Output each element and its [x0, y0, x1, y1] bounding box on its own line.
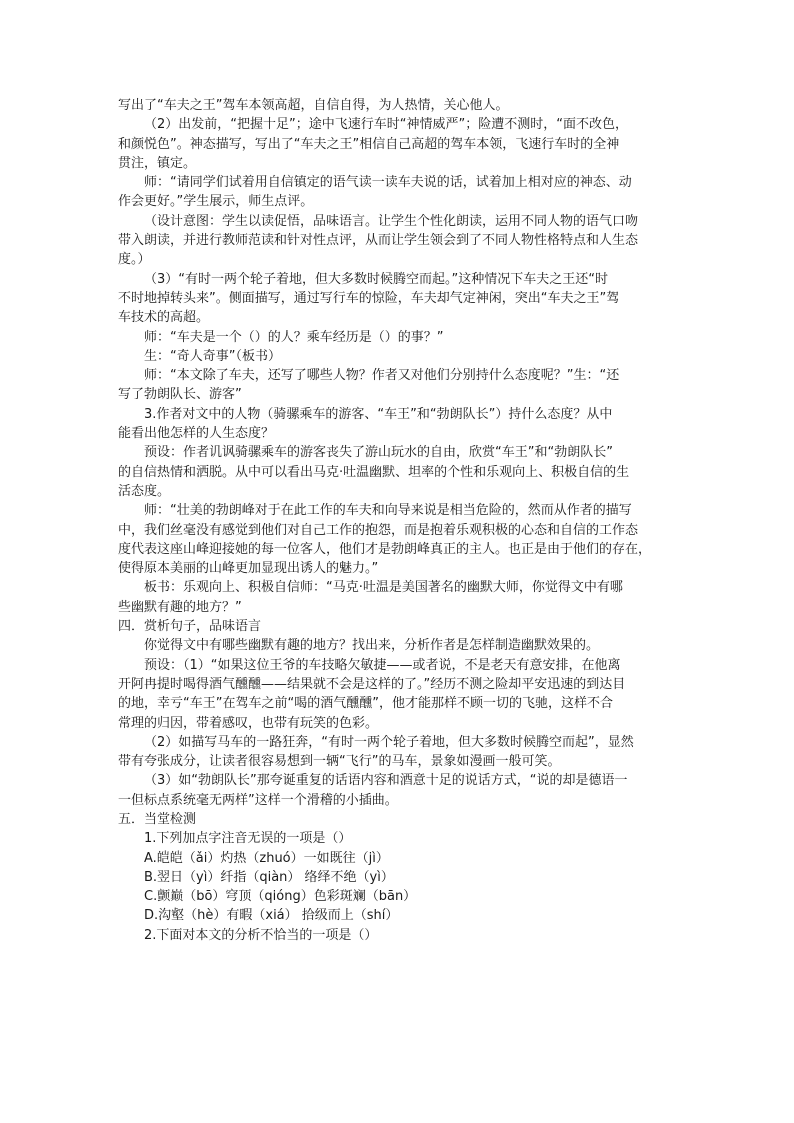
text-line: 和颜悦色”。神态描写，写出了“车夫之王”相信自己高超的驾车本领，飞速行车时的全神 [118, 136, 620, 152]
text-line: 开阿冉提时喝得酒气醺醺——结果就不会是这样的了。”经历不测之险却平安迅速的到达目 [118, 676, 626, 692]
text-line: 五．当堂检测 [118, 811, 197, 827]
text-line: 带入朗读，并进行教师范读和针对性点评，从而让学生领会到了不同人物性格特点和人生态 [118, 233, 639, 249]
text-line: 使得原本美丽的山峰更加显现出诱人的魅力。” [118, 561, 379, 577]
text-line: 能看出他怎样的人生态度？ [118, 426, 275, 442]
text-line: 带有夸张成分，让读者很容易想到一辆“飞行”的马车，景象如漫画一般可笑。 [118, 754, 561, 770]
text-line: （2）出发前，“把握十足”；途中飞速行车时“神情威严”；险遭不测时，“面不改色， [144, 117, 628, 133]
text-line: 的自信热情和洒脱。从中可以看出马克·吐温幽默、坦率的个性和乐观向上、积极自信的生 [118, 464, 630, 480]
text-line: 预设：作者讥讽骑骡乘车的游客丧失了游山玩水的自由，欣赏“车王”和“勃朗队长” [144, 445, 613, 461]
text-line: 师：“请同学们试着用自信镇定的语气读一读车夫说的话，试着加上相对应的神态、动 [144, 175, 632, 191]
text-line: 活态度。 [118, 483, 171, 499]
text-line: 作会更好。”学生展示，师生点评。 [118, 194, 314, 210]
text-line: 车技术的高超。 [118, 310, 210, 326]
text-line: 板书：乐观向上、积极自信师：“马克·吐温是美国著名的幽默大师，你觉得文中有哪 [144, 580, 623, 596]
text-line: 2.下面对本文的分析不恰当的一项是（） [144, 927, 378, 943]
text-line: A.皑皑（ǎi）灼热（zhuó）一如既往（jì） [144, 850, 389, 866]
text-line: （3）如“勃朗队长”那夸诞重复的话语内容和酒意十足的说话方式，“说的却是德语一 [144, 773, 628, 789]
text-line: （设计意图：学生以读促悟，品味语言。让学生个性化朗读，运用不同人物的语气口吻 [144, 213, 639, 229]
text-line: 四．赏析句子，品味语言 [118, 619, 262, 635]
text-line: 贯注，镇定。 [118, 155, 197, 171]
text-line: 师：“本文除了车夫，还写了哪些人物？作者又对他们分别持什么态度呢？”生：“还 [144, 368, 620, 384]
text-line: 预设：（1）“如果这位王爷的车技略欠敏捷——或者说，不是老天有意安排，在他离 [144, 657, 621, 673]
document-page [118, 96, 678, 945]
text-line: 写出了“车夫之王”驾车本领高超，自信自得，为人热情，关心他人。 [118, 98, 509, 113]
text-line: 些幽默有趣的地方？” [118, 599, 242, 615]
text-line: 你觉得文中有哪些幽默有趣的地方？找出来，分析作者是怎样制造幽默效果的。 [144, 638, 600, 654]
text-line: 写了勃朗队长、游客” [118, 387, 242, 403]
text-line: 3.作者对文中的人物（骑骡乘车的游客、“车王”和“勃朗队长”）持什么态度？从中 [144, 406, 613, 422]
text-line: B.翌日（yì）纤指（qiàn） 络绎不绝（yì） [144, 869, 394, 885]
text-line: D.沟壑（hè）有暇（xiá） 拾级而上（shí） [144, 908, 399, 924]
text-line: 师：“车夫是一个（）的人？乘车经历是（）的事？” [144, 329, 444, 345]
text-line: 一但标点系统毫无两样”这样一个滑稽的小插曲。 [118, 792, 398, 808]
text-line: 生：“奇人奇事”（板书） [144, 348, 281, 364]
text-line: 不时地掉转头来”。侧面描写，通过写行车的惊险，车夫却气定神闲，突出“车夫之王”驾 [118, 290, 620, 306]
text-line: 1.下列加点字注音无误的一项是（） [144, 831, 352, 847]
text-line: 度代表这座山峰迎接她的每一位客人，他们才是勃朗峰真正的主人。也正是由于他们的存在， [118, 541, 652, 557]
text-line: 的地，幸亏“车王”在驾车之前“喝的酒气醺醺”，他才能那样不顾一切的飞驰，这样不合 [118, 696, 613, 712]
text-line: 中，我们丝毫没有感觉到他们对自己工作的抱怨，而是抱着乐观积极的心态和自信的工作态 [118, 522, 639, 538]
text-line: 度。） [118, 252, 151, 268]
text-line: C.颤巅（bō）穹顶（qióng）色彩斑斓（bān） [144, 889, 417, 905]
text-line: （3）“有时一两个轮子着地，但大多数时候腾空而起。”这种情况下车夫之王还“时 [144, 271, 608, 287]
text-line: 常理的归因，带着感叹，也带有玩笑的色彩。 [118, 715, 379, 731]
text-line: （2）如描写马车的一路狂奔，“有时一两个轮子着地，但大多数时候腾空而起”，显然 [144, 734, 634, 750]
text-line: 师：“壮美的勃朗峰对于在此工作的车夫和向导来说是相当危险的，然而从作者的描写 [144, 503, 632, 519]
